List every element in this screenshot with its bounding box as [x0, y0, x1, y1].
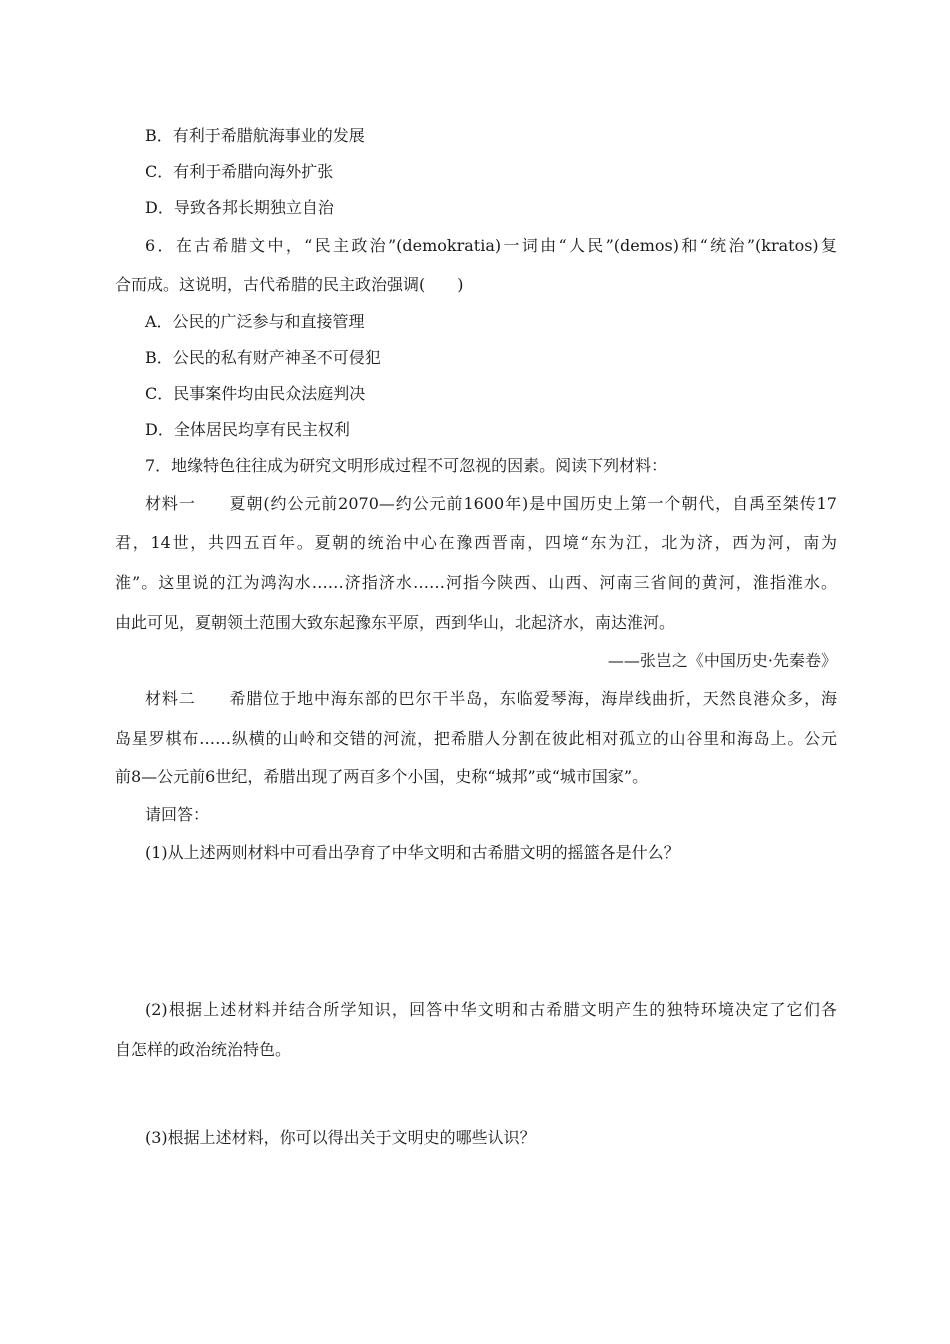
q6-option-c: C．民事案件均由民众法庭判决: [145, 384, 366, 403]
q7-material1-source: ——张岂之《中国历史·先秦卷》: [607, 651, 837, 670]
q5-option-c: C．有利于希腊向海外扩张: [145, 162, 334, 181]
q6-option-d: D．全体居民均享有民主权利: [145, 420, 350, 439]
q5-option-d: D．导致各邦长期独立自治: [145, 198, 334, 217]
q6-stem-line1: 6．在古希腊文中，“民主政治”(demokratia)一词由“人民”(demos)和“统治”(kratos)复: [145, 236, 837, 255]
q7-stem: 7．地缘特色往往成为研究文明形成过程不可忽视的因素。阅读下列材料：: [145, 456, 668, 475]
q7-material2-line3: 前8—公元前6世纪，希腊出现了两百多个小国，史称“城邦”或“城市国家”。: [115, 767, 649, 786]
q7-material1-line2: 君，14世，共四五百年。夏朝的统治中心在豫西晋南，四境“东为江，北为济，西为河，南为: [115, 533, 837, 552]
q7-sub1: (1)从上述两则材料中可看出孕育了中华文明和古希腊文明的摇篮各是什么？: [145, 843, 680, 862]
q7-material2-line1: 材料二 希腊位于地中海东部的巴尔干半岛，东临爱琴海，海岸线曲折，天然良港众多，海: [145, 689, 837, 708]
q6-option-a: A．公民的广泛参与和直接管理: [145, 312, 365, 331]
q7-material1-line1: 材料一 夏朝(约公元前2070—约公元前1600年)是中国历史上第一个朝代，自禹至桀传17: [145, 494, 837, 513]
q6-option-b: B．公民的私有财产神圣不可侵犯: [145, 348, 381, 367]
q7-material1-line4: 由此可见，夏朝领土范围大致东起豫东平原，西到华山，北起济水，南达淮河。: [115, 613, 676, 632]
q7-material1-line3: 淮”。这里说的江为鸿沟水……济指济水……河指今陕西、山西、河南三省间的黄河，淮指淮水。: [115, 573, 837, 592]
q7-prompt: 请回答：: [145, 805, 210, 824]
q7-sub2-line2: 自怎样的政治统治特色。: [115, 1040, 292, 1059]
q7-sub2-line1: (2)根据上述材料并结合所学知识，回答中华文明和古希腊文明产生的独特环境决定了它们各: [145, 1000, 837, 1019]
q7-sub3: (3)根据上述材料，你可以得出关于文明史的哪些认识？: [145, 1128, 536, 1147]
q5-option-b: B．有利于希腊航海事业的发展: [145, 126, 365, 145]
q6-stem-line2: 合而成。这说明，古代希腊的民主政治强调( ): [115, 275, 464, 294]
q7-material2-line2: 岛星罗棋布……纵横的山岭和交错的河流，把希腊人分割在彼此相对孤立的山谷里和海岛上。公元: [115, 729, 837, 748]
